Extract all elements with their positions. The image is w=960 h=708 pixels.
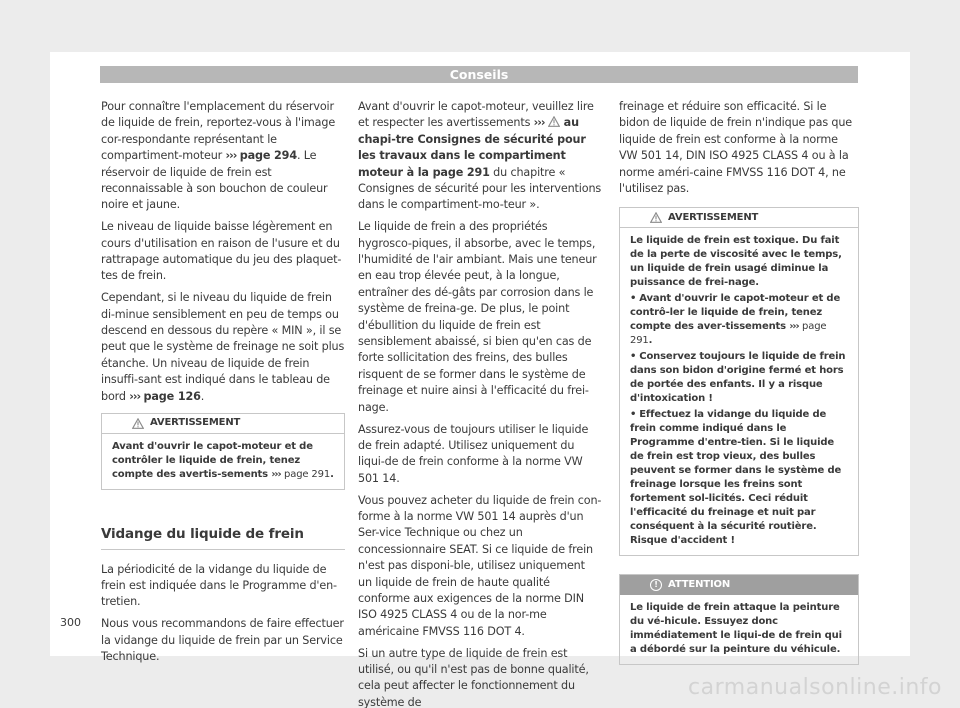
warning-header: AVERTISSEMENT	[102, 414, 344, 434]
list-item: • Avant d'ouvrir le capot-moteur et de contrô-ler le liquide de frein, tenez compte des aver-tissements ››› page 291.	[630, 293, 841, 347]
paragraph: Nous vous recommandons de faire effectuer la vidange du liquide de frein par un Service Technique.	[101, 617, 344, 663]
warning-body: Avant d'ouvrir le capot-moteur et de contrôler le liquide de frein, tenez compte des avertis-sements ››› page 291.	[112, 441, 334, 481]
list-item: • Conservez toujours le liquide de frein dans son bidon d'origine fermé et hors de portée des enfants. Il y a risque d'intoxication !	[630, 351, 846, 405]
cross-reference[interactable]: au chapi-tre Consignes de sécurité pour les travaux dans le compartiment moteur à la page 291	[358, 116, 586, 179]
paragraph: Assurez-vous de toujours utiliser le liquide de frein adapté. Utilisez uniquement du liqui-de de frein conforme à la norme VW 501 14.	[358, 422, 589, 485]
paragraph: Si un autre type de liquide de frein est utilisé, ou qu'il n'est pas de bonne qualité, cela peut affecter le fonctionnement du système de	[358, 646, 589, 708]
paragraph: Avant d'ouvrir le capot-moteur, veuillez lire et respecter les avertissements ››› au chapi-tre Consignes de sécurité pour les travaux dans le compartiment moteur à la page 291 du chapitre « Consignes de sécurité pour les interventions dans le compartiment-mo-teur ».	[358, 100, 602, 212]
list-item: • Effectuez la vidange du liquide de frein comme indiqué dans le Programme d'entre-tien. Si le liquide de frein est trop vieux, des bulles peuvent se former dans le système de freinage lorsque les freins sont fortement sol-licités. Ceci réduit l'efficacité du freinage et nuit par conséquent à la sécurité routière. Risque d'accident !	[630, 409, 842, 547]
page-link[interactable]: page 126	[143, 389, 201, 403]
exclamation-circle-icon: !	[650, 579, 662, 591]
watermark: carmanualsonline.info	[688, 675, 942, 700]
paragraph: Le liquide de frein a des propriétés hygrosco-piques, il absorbe, avec le temps, l'humidité de l'air ambiant. Mais une teneur en eau trop élevée peut, à la longue, entraîner des dé-gâts par corrosion dans le système de freina-ge. De plus, le point d'ébullition du liquide de frein est sensiblement abaissé, si bien qu'en cas de forte sollicitation des freins, des bulles risquent de se former dans le système de freinage et nuire ainsi à l'efficacité du frei-nage.	[358, 220, 597, 414]
bullet-icon: •	[630, 293, 637, 305]
arrow-icon: ›››	[533, 116, 545, 130]
arrow-icon: ›››	[129, 389, 141, 403]
attention-body: Le liquide de frein attaque la peinture du vé-hicule. Essuyez donc immédiatement le liqui-de de frein qui a débordé sur la peinture du véhicule.	[630, 602, 842, 656]
warning-body	[620, 228, 858, 555]
column-2	[358, 99, 602, 708]
paragraph: Vous pouvez acheter du liquide de frein con-forme à la norme VW 501 14 auprès d'un Ser-vice Technique ou chez un concessionnaire SEAT. Si ce liquide de frein n'est pas disponi-ble, utilisez uniquement un liquide de frein de haute qualité conforme aux exigences de la norme DIN ISO 4925 CLASS 4 ou de la nor-me américaine FMVSS 116 DOT 4.	[358, 493, 602, 638]
paragraph: Le niveau de liquide baisse légèrement en cours d'utilisation en raison de l'usure et du rattrapage automatique du jeu des plaquet-tes de frein.	[101, 220, 342, 283]
arrow-icon: ›››	[225, 149, 237, 163]
page-link[interactable]: page 291	[630, 321, 827, 347]
page-header: Conseils	[100, 66, 858, 83]
page-link[interactable]: page 294	[239, 149, 297, 163]
bullet-icon: •	[630, 409, 637, 421]
section-title: Vidange du liquide de frein	[101, 526, 345, 549]
attention-box	[619, 574, 859, 665]
page-link[interactable]: page 291	[284, 469, 331, 481]
paragraph: freinage et réduire son efficacité. Si le bidon de liquide de frein n'indique pas que liquide de frein est conforme à la norme VW 501 14, DIN ISO 4925 CLASS 4 ou à la norme améri-caine FMVSS 116 DOT 4, ne l'utilisez pas.	[619, 100, 853, 196]
page-number: 300	[60, 616, 81, 629]
paragraph: La périodicité de la vidange du liquide de frein est indiquée dans le Programme d'en-tretien.	[101, 562, 337, 609]
column-3	[619, 99, 859, 677]
warning-triangle-icon	[548, 116, 560, 127]
paragraph: Pour connaître l'emplacement du réservoir de liquide de frein, reportez-vous à l'image cor-respondante représentant le compartiment-moteur ››› page 294. Le réservoir de liquide de frein est reconnaissable à son bouchon de couleur noire et jaune.	[101, 100, 336, 212]
warning-triangle-icon	[650, 212, 662, 223]
warning-box	[619, 207, 859, 556]
column-1	[101, 99, 345, 671]
bullet-icon: •	[630, 351, 637, 363]
paragraph: Cependant, si le niveau du liquide de frein di-minue sensiblement en peu de temps ou descend en dessous du repère « MIN », il se peut que le système de freinage ne soit plus étanche. Un niveau de liquide de frein insuffi-sant est indiqué dans le tableau de bord ››› page 126.	[101, 291, 345, 403]
warning-intro: Le liquide de frein est toxique. Du fait de la perte de viscosité avec le temps, un liquide de frein usagé diminue la puissance de frei-nage.	[630, 235, 842, 289]
warning-triangle-icon	[132, 418, 144, 429]
arrow-icon: ›››	[789, 321, 799, 333]
attention-header: ! ATTENTION	[620, 575, 858, 595]
warning-box	[101, 413, 345, 490]
arrow-icon: ›››	[271, 469, 281, 481]
warning-header: AVERTISSEMENT	[620, 208, 858, 228]
